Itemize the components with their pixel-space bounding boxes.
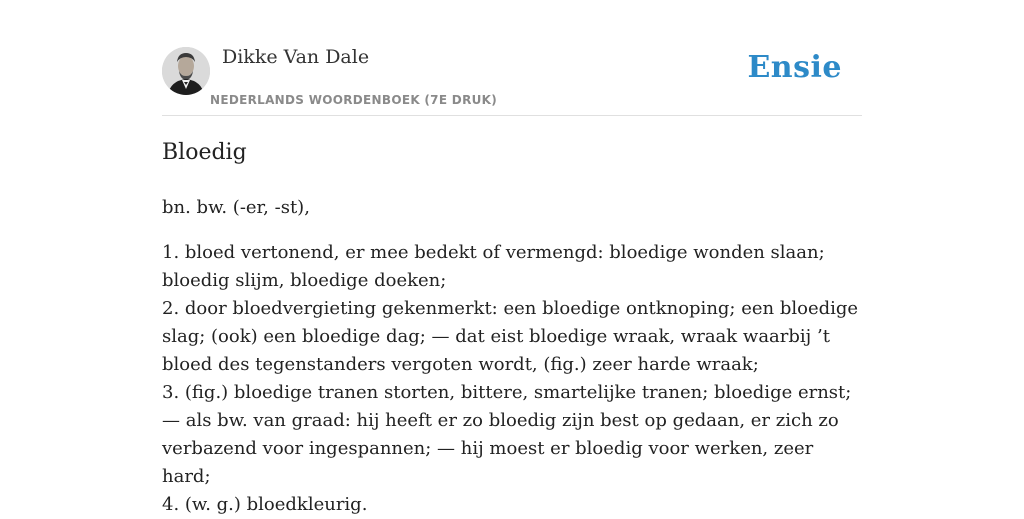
definitions-list [162, 239, 862, 519]
definition-item: 4. (w. g.) bloedkleurig. [162, 494, 368, 515]
author-avatar[interactable] [162, 47, 210, 95]
brand-logo[interactable]: Ensie [747, 50, 842, 85]
definition-item: 1. bloed vertonend, er mee bedekt of vermengd: bloedige wonden slaan; bloedig slijm, bloedige doeken; [162, 242, 825, 291]
definition-item: 3. (fig.) bloedige tranen storten, bittere, smartelijke tranen; bloedige ernst; — als bw. van graad: hij heeft er zo bloedig zijn best op gedaan, er zich zo verbazend voor ingespannen; — hij moest er bloedig voor werken, zeer hard; [162, 382, 852, 487]
entry-card [162, 0, 862, 515]
entry-header [162, 0, 862, 116]
source-label: NEDERLANDS WOORDENBOEK (7E DRUK) [210, 93, 498, 107]
grammar-info: bn. bw. (-er, -st), [162, 197, 310, 218]
entry-title: Bloedig [162, 140, 247, 165]
definition-item: 2. door bloedvergieting gekenmerkt: een bloedige ontknoping; een bloedige slag; (ook) een bloedige dag; — dat eist bloedige wraak, wraak waarbij ’t bloed des tegenstanders vergoten wordt, (fig.) zeer harde wraak; [162, 298, 859, 375]
author-name[interactable]: Dikke Van Dale [222, 46, 370, 68]
portrait-icon [162, 47, 210, 95]
